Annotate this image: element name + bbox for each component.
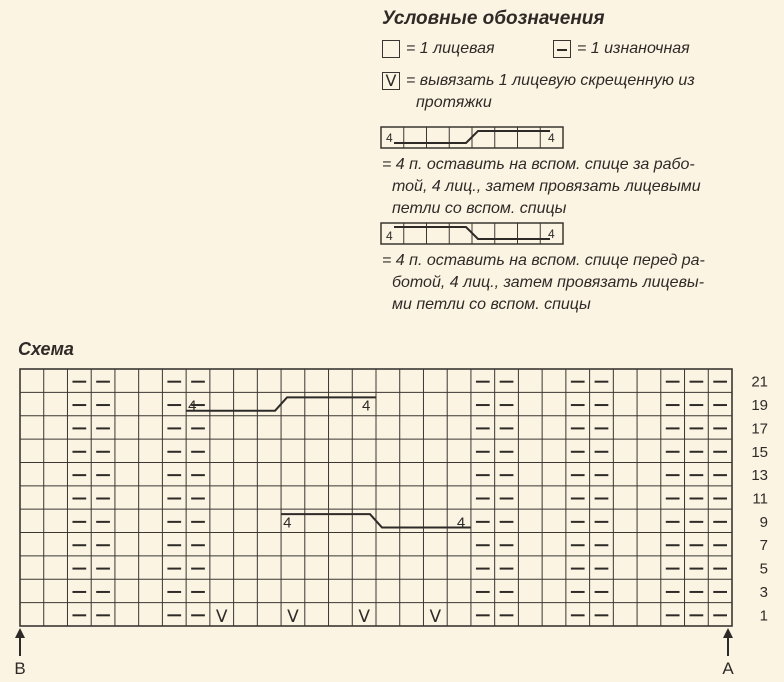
cable-num-left: 4: [188, 397, 197, 415]
cable-num-left: 4: [283, 514, 292, 532]
v-stitch-symbol: V: [287, 607, 299, 627]
cable-front-text-3: ми петли со вспом. спицы: [392, 296, 591, 313]
v-stitch-symbol: V: [429, 607, 442, 627]
row-number: 13: [751, 467, 768, 485]
cable-front-num-left: 4: [386, 229, 393, 243]
cable-front-text-2: ботой, 4 лиц., затем провязать лицевы-: [392, 274, 705, 291]
v-stitch-symbol: V: [215, 607, 228, 627]
cable-front-num-right: 4: [548, 227, 555, 241]
cable-back-text-3: петли со вспом. спицы: [392, 200, 567, 217]
row-number: 21: [751, 373, 768, 391]
row-number: 5: [759, 560, 768, 578]
cable-back-text-2: той, 4 лиц., затем провязать лицевыми: [392, 178, 701, 195]
legend-title: Условные обозначения: [382, 8, 605, 29]
arrow-b-head-icon: [15, 628, 25, 638]
row-number: 1: [759, 607, 768, 625]
v-text-line2: протяжки: [416, 94, 492, 111]
cable-back-num-right: 4: [548, 131, 555, 145]
v-text-line1: = вывязать 1 лицевую скрещенную из: [406, 72, 695, 89]
purl-text: = 1 изнаночная: [577, 40, 690, 57]
row-number: 7: [759, 537, 768, 555]
arrow-a-label: A: [722, 659, 734, 678]
arrow-b-label: B: [14, 659, 26, 678]
cable-front-text-1: = 4 п. оставить на вспом. спице перед ра-: [382, 252, 705, 269]
row-number: 11: [752, 490, 768, 508]
row-number: 17: [751, 420, 768, 438]
v-symbol-icon: V: [382, 72, 400, 90]
knit-text: = 1 лицевая: [406, 40, 495, 57]
row-number: 9: [759, 513, 768, 531]
cable-back-num-left: 4: [386, 131, 393, 145]
row-number: 19: [751, 397, 768, 415]
scheme-title: Схема: [18, 339, 74, 359]
v-stitch-symbol: V: [358, 607, 370, 627]
row-number: 15: [751, 443, 768, 461]
cable-num-right: 4: [362, 397, 371, 415]
arrow-a-head-icon: [723, 628, 733, 638]
cable-num-right: 4: [456, 514, 466, 532]
row-number: 3: [759, 583, 768, 601]
cable-back-text-1: = 4 п. оставить на вспом. спице за рабо-: [382, 156, 695, 173]
